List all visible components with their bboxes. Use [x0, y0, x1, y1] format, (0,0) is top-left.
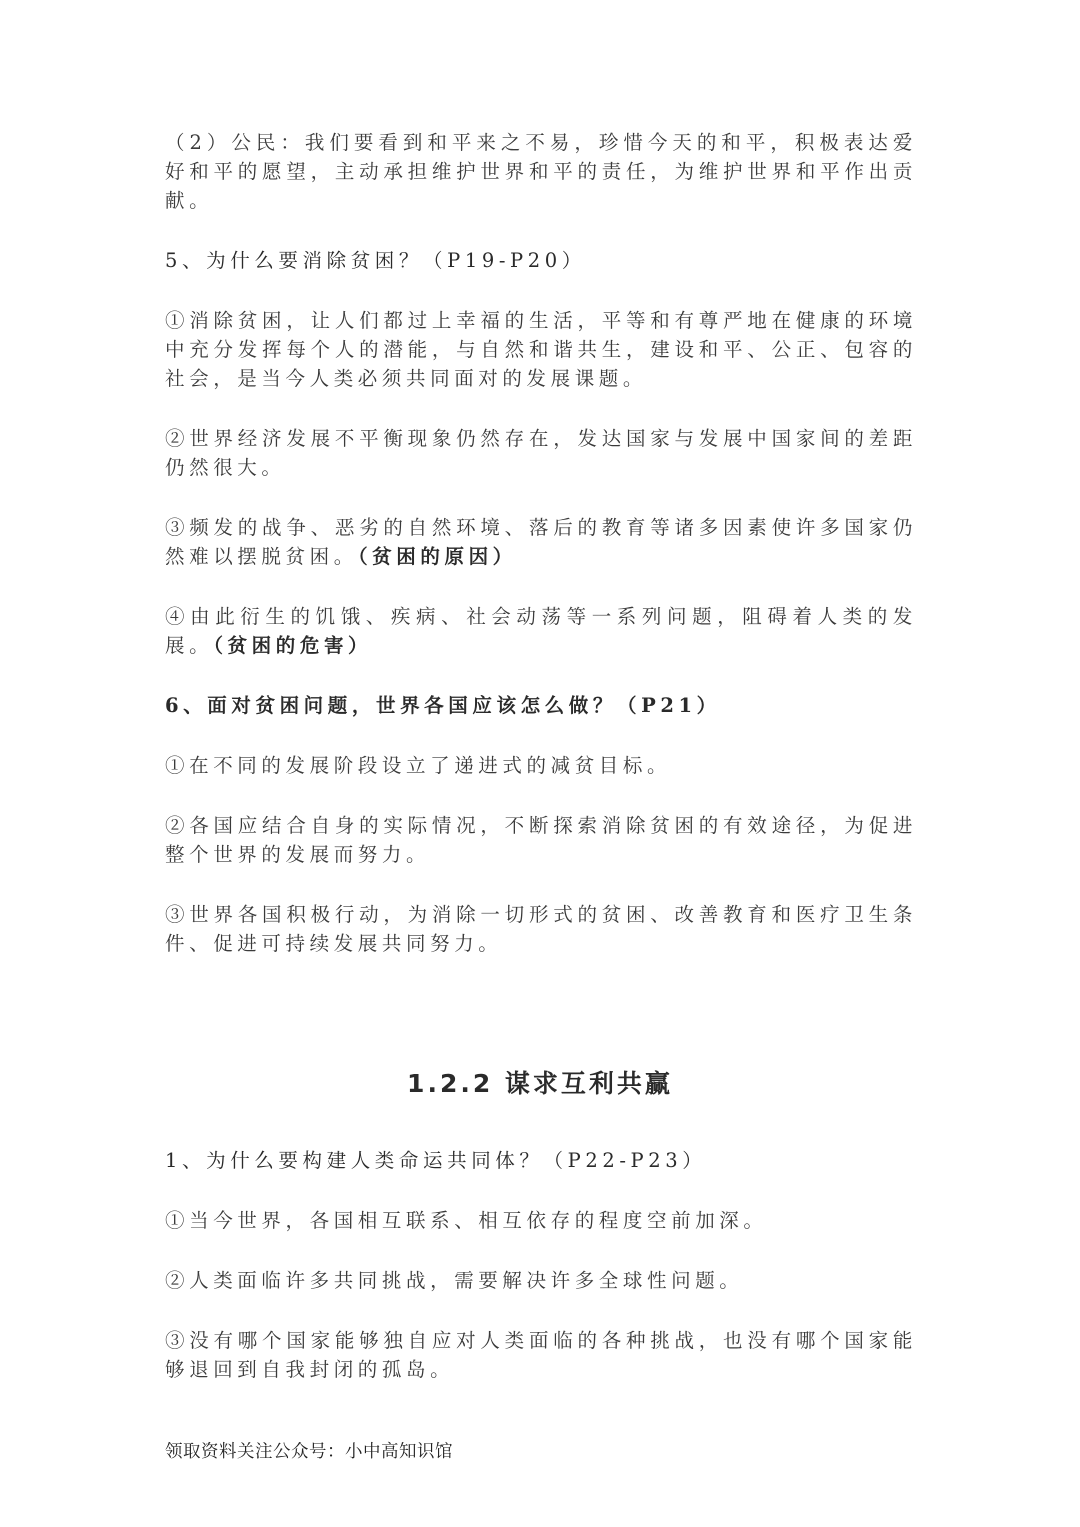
question-6: 6、面对贫困问题，世界各国应该怎么做？（P21）	[165, 694, 721, 717]
question-1: 1、为什么要构建人类命运共同体？（P22-P23）	[165, 1149, 707, 1172]
q5-answer-2: ②世界经济发展不平衡现象仍然存在，发达国家与发展中国家间的差距仍然很大。	[165, 427, 917, 479]
q5-answer-4-note: （贫困的危害）	[213, 634, 373, 657]
q1-answer-3: ③没有哪个国家能够独自应对人类面临的各种挑战，也没有哪个国家能够退回到自我封闭的孤岛。	[165, 1329, 917, 1381]
content-block-2	[165, 1146, 917, 1415]
q5-answer-4-text: ④由此衍生的饥饿、疾病、社会动荡等一系列问题，阻碍着人类的发展。	[165, 605, 917, 657]
paragraph-citizen: （2）公民：我们要看到和平来之不易，珍惜今天的和平，积极表达爱好和平的愿望，主动承担维护世界和平的责任，为维护世界和平作出贡献。	[165, 131, 917, 212]
q1-answer-2: ②人类面临许多共同挑战，需要解决许多全球性问题。	[165, 1269, 744, 1292]
q5-answer-3-text: ③频发的战争、恶劣的自然环境、落后的教育等诸多因素使许多国家仍然难以摆脱贫困。	[165, 516, 917, 568]
q6-answer-3: ③世界各国积极行动，为消除一切形式的贫困、改善教育和医疗卫生条件、促进可持续发展共同努力。	[165, 903, 917, 955]
q6-answer-1: ①在不同的发展阶段设立了递进式的减贫目标。	[165, 754, 672, 777]
q6-answer-2: ②各国应结合自身的实际情况，不断探索消除贫困的有效途径，为促进整个世界的发展而努力。	[165, 814, 917, 866]
section-title: 1.2.2 谋求互利共赢	[407, 1069, 673, 1098]
q1-answer-1: ①当今世界，各国相互联系、相互依存的程度空前加深。	[165, 1209, 768, 1232]
content-block-1	[165, 128, 917, 989]
q5-answer-3	[165, 513, 917, 571]
footer-note: 领取资料关注公众号：小中高知识馆	[165, 1442, 453, 1462]
q5-answer-4	[165, 602, 917, 660]
q5-answer-1: ①消除贫困，让人们都过上幸福的生活，平等和有尊严地在健康的环境中充分发挥每个人的潜能，与自然和谐共生，建设和平、公正、包容的社会，是当今人类必须共同面对的发展课题。	[165, 309, 917, 390]
q5-answer-3-note: （贫困的原因）	[357, 545, 517, 568]
question-5: 5、为什么要消除贫困？（P19-P20）	[165, 249, 586, 272]
